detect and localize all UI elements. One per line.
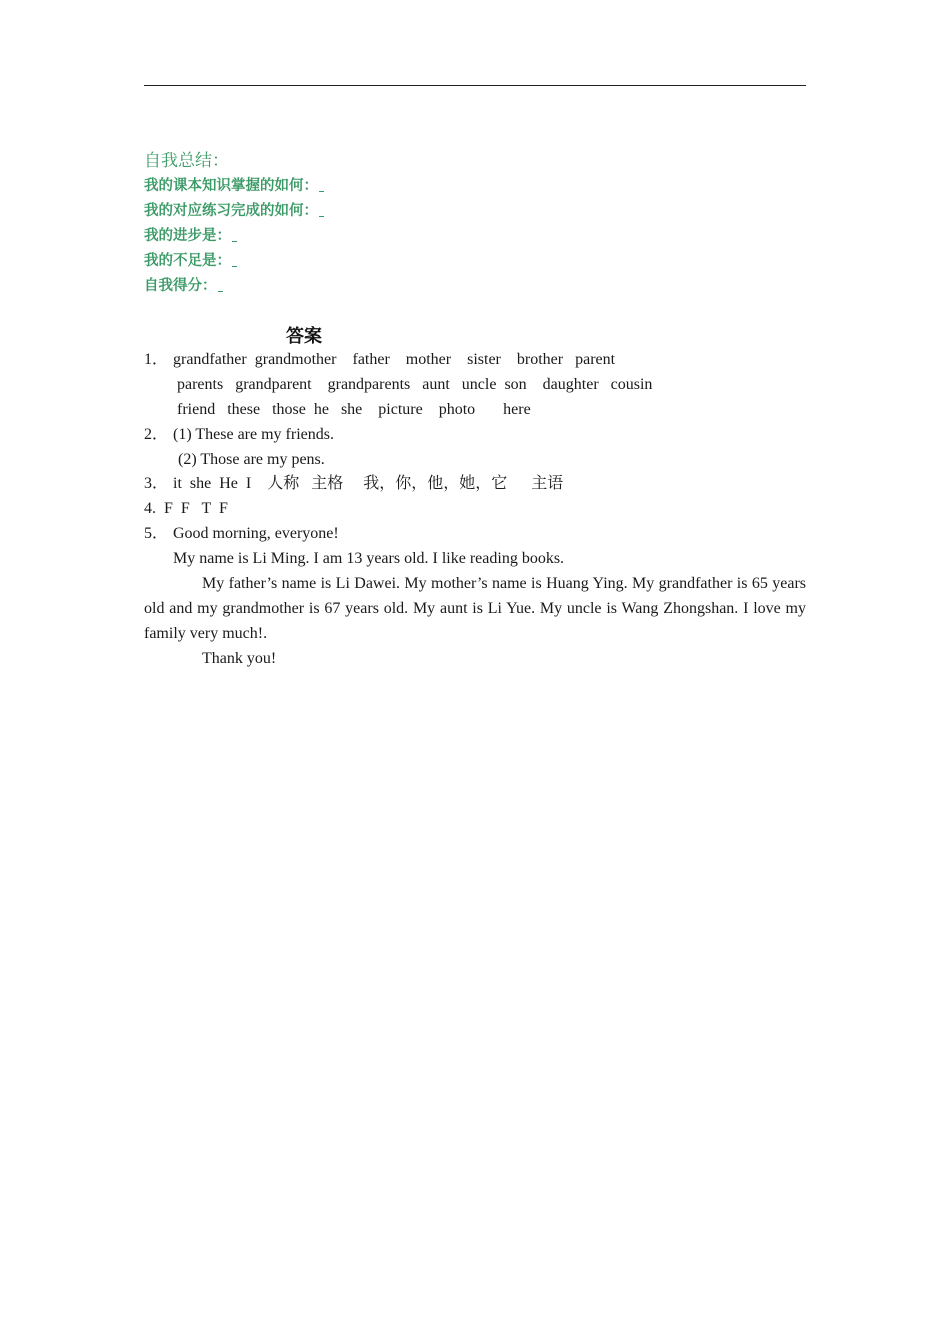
answer-1-line-2: parents grandparent grandparents aunt uncle son daughter cousin — [177, 375, 653, 393]
answer-key — [144, 348, 806, 672]
answer-blank[interactable] — [232, 252, 237, 267]
summary-line-progress: 我的进步是： — [144, 224, 806, 249]
summary-line-shortcoming: 我的不足是： — [144, 249, 806, 274]
answer-number: 2． — [144, 425, 169, 443]
answer-number: 3． — [144, 475, 169, 493]
answer-blank[interactable] — [218, 277, 223, 292]
summary-heading: 自我总结： — [144, 151, 229, 171]
answer-number: 5． — [144, 525, 169, 543]
answer-5-paragraph: My father’s name is Li Dawei. My mother’s name is Huang Ying. My grandfather is 65 years old and my grandmother is 67 years old. My aunt is Li Yue. My uncle is Wang Zhongshan. I love my family very much!. — [144, 575, 806, 642]
answer-blank[interactable] — [319, 202, 324, 217]
answer-number: 1． — [144, 351, 169, 368]
answer-5-line-2: My name is Li Ming. I am 13 years old. I like reading books. — [173, 550, 565, 568]
summary-line-exercise: 我的对应练习完成的如何： — [144, 199, 806, 224]
answer-blank[interactable] — [319, 177, 324, 192]
answer-1-line-1: 1． grandfather grandmother father mother sister brother parent — [144, 348, 806, 373]
summary-line-score: 自我得分： — [144, 274, 806, 299]
answer-blank[interactable] — [232, 227, 237, 242]
header-rule — [144, 85, 806, 86]
answer-5-closing: Thank you! — [202, 649, 277, 667]
answer-title: 答案 — [286, 326, 322, 347]
answer-1-line-3: friend these those he she picture photo here — [177, 400, 531, 418]
answer-2-line-2: (2) Those are my pens. — [178, 450, 325, 468]
answer-2-line-1: 2． (1) These are my friends. — [144, 423, 806, 448]
answer-5-line-1: 5． Good morning, everyone! — [144, 522, 806, 547]
answer-4: 4. F F T F — [144, 500, 228, 518]
summary-line-knowledge: 我的课本知识掌握的如何： — [144, 174, 806, 199]
answer-3: 3． it she He I 人称 主格 我，你，他，她，它 主语 — [144, 472, 806, 497]
self-summary — [144, 148, 806, 299]
